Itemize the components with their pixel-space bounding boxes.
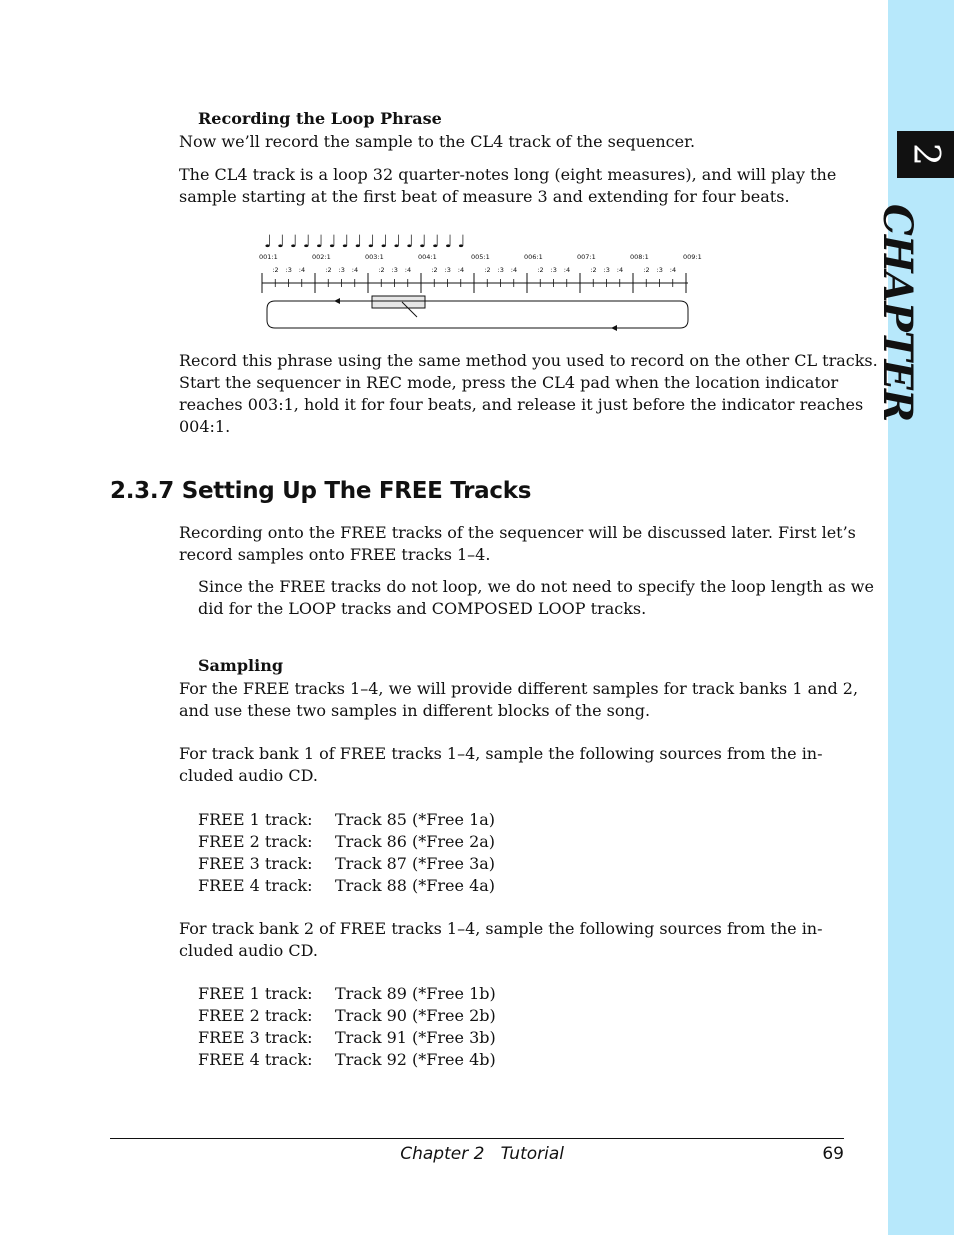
paragraph-line: For track bank 1 of FREE tracks 1–4, sample the following sources from the in- (179, 744, 823, 763)
measure-label: 007:1 (577, 253, 596, 261)
paragraph-line: 004:1. (179, 417, 231, 436)
beat-label: :3 (603, 266, 610, 274)
beat-label: :4 (404, 266, 412, 274)
loop-arrow-right-icon (334, 298, 340, 304)
footer-chapter-title: Chapter 2 Tutorial (400, 1144, 564, 1164)
loop-timeline-diagram (255, 228, 705, 334)
quarter-note-row (264, 232, 466, 252)
paragraph-line: and use these two samples in different blocks of the song. (179, 701, 651, 720)
paragraph-line: cluded audio CD. (179, 941, 318, 960)
beat-label: :4 (563, 266, 571, 274)
chapter-side-tab (888, 0, 954, 1235)
paragraph-line: Since the FREE tracks do not loop, we do not need to specify the loop length as we (198, 577, 874, 596)
page-number: 69 (822, 1144, 844, 1164)
beat-label: :4 (616, 266, 624, 274)
track-label: FREE 3 track: (198, 854, 313, 873)
measure-label: 005:1 (471, 253, 490, 261)
paragraph-line: sample starting at the first beat of measure 3 and extending for four beats. (179, 187, 790, 206)
loop-outline (267, 301, 688, 328)
beat-label: :2 (537, 266, 544, 274)
measure-label: 001:1 (259, 253, 278, 261)
quarter-note-icon: ♩ (444, 232, 453, 252)
beat-label: :4 (457, 266, 465, 274)
loop-arrow-left-icon (611, 325, 617, 331)
quarter-note-icon: ♩ (367, 232, 376, 252)
beat-label: :2 (484, 266, 491, 274)
measure-label: 009:1 (683, 253, 702, 261)
track-value: Track 85 (*Free 1a) (335, 810, 496, 829)
beat-label: :2 (325, 266, 332, 274)
quarter-note-icon: ♩ (341, 232, 350, 252)
quarter-note-icon: ♩ (354, 232, 363, 252)
paragraph-line: record samples onto FREE tracks 1–4. (179, 545, 491, 564)
quarter-note-icon: ♩ (328, 232, 337, 252)
quarter-note-icon: ♩ (302, 232, 311, 252)
track-label: FREE 2 track: (198, 1006, 313, 1025)
quarter-note-icon: ♩ (405, 232, 414, 252)
beat-label: :3 (391, 266, 398, 274)
beat-label: :3 (656, 266, 663, 274)
track-value: Track 89 (*Free 1b) (335, 984, 496, 1003)
paragraph-line: reaches 003:1, hold it for four beats, and release it just before the indicator reaches (179, 395, 864, 414)
loop-phrase-heading: Recording the Loop Phrase (198, 109, 442, 128)
quarter-note-icon: ♩ (393, 232, 402, 252)
beat-label: :2 (378, 266, 385, 274)
track-label: FREE 4 track: (198, 1050, 313, 1069)
track-value: Track 92 (*Free 4b) (335, 1050, 496, 1069)
beat-label: :4 (510, 266, 518, 274)
beat-label: :3 (285, 266, 292, 274)
paragraph-line: For track bank 2 of FREE tracks 1–4, sample the following sources from the in- (179, 919, 823, 938)
beat-label: :2 (590, 266, 597, 274)
quarter-note-icon: ♩ (457, 232, 466, 252)
track-value: Track 86 (*Free 2a) (335, 832, 496, 851)
quarter-note-icon: ♩ (431, 232, 440, 252)
timeline-labels (259, 253, 702, 274)
measure-label: 002:1 (312, 253, 331, 261)
quarter-note-icon: ♩ (380, 232, 389, 252)
paragraph-line: Now we’ll record the sample to the CL4 track of the sequencer. (179, 132, 696, 151)
track-label: FREE 1 track: (198, 984, 313, 1003)
paragraph-line: Recording onto the FREE tracks of the sequencer will be discussed later. First let’s (179, 523, 856, 542)
quarter-note-icon: ♩ (289, 232, 298, 252)
paragraph-line: Start the sequencer in REC mode, press the CL4 pad when the location indicator (179, 373, 839, 392)
track-label: FREE 4 track: (198, 876, 313, 895)
beat-label: :2 (431, 266, 438, 274)
measure-label: 006:1 (524, 253, 543, 261)
beat-label: :4 (669, 266, 677, 274)
track-value: Track 91 (*Free 3b) (335, 1028, 496, 1047)
track-label: FREE 1 track: (198, 810, 313, 829)
beat-label: :2 (272, 266, 279, 274)
track-label: FREE 3 track: (198, 1028, 313, 1047)
paragraph-line: cluded audio CD. (179, 766, 318, 785)
track-value: Track 88 (*Free 4a) (335, 876, 496, 895)
quarter-note-icon: ♩ (276, 232, 285, 252)
quarter-note-icon: ♩ (264, 232, 273, 252)
beat-label: :2 (643, 266, 650, 274)
beat-label: :4 (298, 266, 306, 274)
chapter-number-box (897, 131, 954, 178)
chapter-label: CHAPTER (874, 204, 921, 422)
quarter-note-icon: ♩ (418, 232, 427, 252)
measure-label: 004:1 (418, 253, 437, 261)
beat-label: :3 (444, 266, 451, 274)
paragraph-line: Record this phrase using the same method you used to record on the other CL tracks. (179, 351, 878, 370)
beat-label: :3 (497, 266, 504, 274)
paragraph-line: For the FREE tracks 1–4, we will provide different samples for track banks 1 and 2, (179, 679, 859, 698)
beat-label: :3 (550, 266, 557, 274)
sampling-heading: Sampling (198, 656, 284, 675)
chapter-number: 2 (905, 143, 946, 166)
track-value: Track 87 (*Free 3a) (335, 854, 496, 873)
beat-label: :4 (351, 266, 359, 274)
track-label: FREE 2 track: (198, 832, 313, 851)
sample-region-box (372, 296, 425, 308)
paragraph-line: did for the LOOP tracks and COMPOSED LOOP tracks. (198, 599, 647, 618)
paragraph-line: The CL4 track is a loop 32 quarter-notes long (eight measures), and will play the (179, 165, 837, 184)
track-value: Track 90 (*Free 2b) (335, 1006, 496, 1025)
quarter-note-icon: ♩ (315, 232, 324, 252)
section-title: 2.3.7 Setting Up The FREE Tracks (110, 478, 532, 504)
measure-label: 008:1 (630, 253, 649, 261)
beat-label: :3 (338, 266, 345, 274)
measure-label: 003:1 (365, 253, 384, 261)
footer-rule (110, 1138, 844, 1139)
